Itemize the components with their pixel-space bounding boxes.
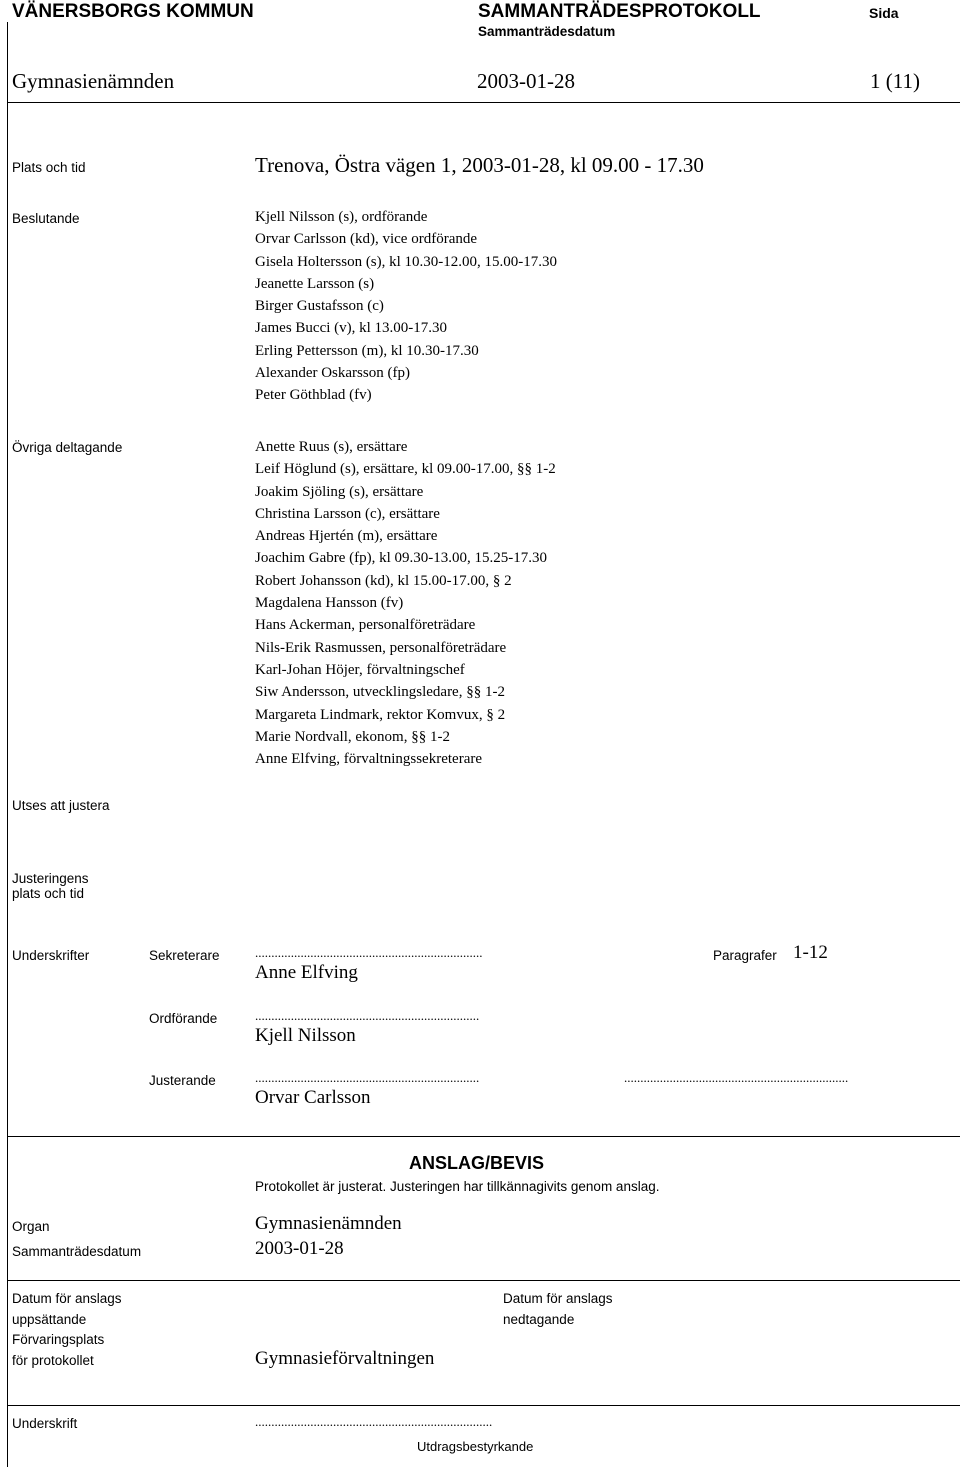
participant-item: Siw Andersson, utvecklingsledare, §§ 1-2 bbox=[255, 684, 505, 701]
member-item: Orvar Carlsson (kd), vice ordförande bbox=[255, 231, 478, 248]
forvaring-label-line2: för protokollet bbox=[12, 1353, 94, 1368]
ovriga-list bbox=[255, 436, 556, 770]
underskrift-label: Underskrift bbox=[12, 1416, 78, 1431]
datum-value: 2003-01-28 bbox=[255, 1238, 344, 1259]
justerande-label: Justerande bbox=[149, 1073, 216, 1088]
member-item: Kjell Nilsson (s), ordförande bbox=[255, 209, 428, 225]
beslutande-list bbox=[255, 206, 557, 407]
paragrafer-value: 1-12 bbox=[793, 942, 828, 963]
header-divider bbox=[7, 102, 960, 103]
member-item: Gisela Holtersson (s), kl 10.30-12.00, 15.00-17.30 bbox=[255, 253, 558, 270]
member-item: Peter Göthblad (fv) bbox=[255, 387, 372, 404]
member-item: Birger Gustafsson (c) bbox=[255, 298, 384, 315]
uppsattande-label-line1: Datum för anslags bbox=[12, 1291, 122, 1306]
nedtagande-label-line1: Datum för anslags bbox=[503, 1291, 613, 1306]
ordforande-signature-line: ..................................................................... bbox=[255, 1008, 480, 1023]
nedtagande-label-line2: nedtagande bbox=[503, 1312, 575, 1327]
participant-item: Joachim Gabre (fp), kl 09.30-13.00, 15.25-17.30 bbox=[255, 550, 548, 567]
datum-label: Sammanträdesdatum bbox=[12, 1244, 142, 1259]
participant-item: Margareta Lindmark, rektor Komvux, § 2 bbox=[255, 706, 506, 723]
organ-value: Gymnasienämnden bbox=[255, 1213, 402, 1234]
organ-label: Organ bbox=[12, 1219, 50, 1234]
participant-item: Nils-Erik Rasmussen, personalföreträdare bbox=[255, 639, 507, 656]
plats-label: Plats och tid bbox=[12, 160, 86, 175]
participant-item: Anette Ruus (s), ersättare bbox=[255, 439, 408, 455]
sekreterare-signature-line: ...................................................................... bbox=[255, 945, 483, 960]
participant-item: Magdalena Hansson (fv) bbox=[255, 595, 404, 612]
utses-label: Utses att justera bbox=[12, 798, 110, 813]
page-number: 1 (11) bbox=[870, 69, 920, 93]
ovriga-label: Övriga deltagande bbox=[12, 440, 123, 455]
justerande-signature-line-2: ..................................................................... bbox=[624, 1070, 849, 1085]
member-item: James Bucci (v), kl 13.00-17.30 bbox=[255, 320, 448, 337]
utdrag-label: Utdragsbestyrkande bbox=[417, 1439, 534, 1454]
participant-item: Andreas Hjertén (m), ersättare bbox=[255, 528, 438, 545]
justeringens-label-line2: plats och tid bbox=[12, 886, 85, 901]
page-label: Sida bbox=[869, 5, 899, 21]
plats-value: Trenova, Östra vägen 1, 2003-01-28, kl 09.00 - 17.30 bbox=[255, 153, 704, 177]
member-item: Jeanette Larsson (s) bbox=[255, 275, 375, 292]
anslag-divider bbox=[7, 1136, 960, 1137]
forvaring-value: Gymnasieförvaltningen bbox=[255, 1348, 435, 1369]
left-border bbox=[7, 22, 8, 1467]
sekreterare-name: Anne Elfving bbox=[255, 962, 358, 983]
forvaring-label-line1: Förvaringsplats bbox=[12, 1332, 105, 1347]
justerande-signature-line: ..................................................................... bbox=[255, 1070, 480, 1085]
meeting-date: 2003-01-28 bbox=[477, 69, 575, 93]
uppsattande-label-line2: uppsättande bbox=[12, 1312, 87, 1327]
paragrafer-label: Paragrafer bbox=[713, 948, 777, 963]
ordforande-label: Ordförande bbox=[149, 1011, 218, 1026]
underskrifter-label: Underskrifter bbox=[12, 948, 90, 963]
underskrift-signature-line: ......................................................................... bbox=[255, 1414, 493, 1429]
participant-item: Marie Nordvall, ekonom, §§ 1-2 bbox=[255, 728, 450, 745]
participant-item: Christina Larsson (c), ersättare bbox=[255, 505, 440, 522]
beslutande-label: Beslutande bbox=[12, 211, 80, 226]
anslag-text: Protokollet är justerat. Justeringen har tillkännagivits genom anslag. bbox=[255, 1179, 660, 1194]
datum-divider bbox=[7, 1280, 960, 1281]
participant-item: Anne Elfving, förvaltningssekreterare bbox=[255, 751, 482, 768]
member-item: Erling Pettersson (m), kl 10.30-17.30 bbox=[255, 342, 479, 359]
member-item: Alexander Oskarsson (fp) bbox=[255, 365, 410, 382]
board-name: Gymnasienämnden bbox=[12, 69, 175, 93]
participant-item: Hans Ackerman, personalföreträdare bbox=[255, 617, 476, 634]
anslag-title: ANSLAG/BEVIS bbox=[409, 1153, 545, 1173]
participant-item: Karl-Johan Höjer, förvaltningschef bbox=[255, 661, 465, 678]
participant-item: Joakim Sjöling (s), ersättare bbox=[255, 483, 424, 500]
justeringens-label-line1: Justeringens bbox=[12, 871, 89, 886]
participant-item: Leif Höglund (s), ersättare, kl 09.00-17.00, §§ 1-2 bbox=[255, 461, 556, 478]
participant-item: Robert Johansson (kd), kl 15.00-17.00, § 2 bbox=[255, 572, 512, 589]
sekreterare-label: Sekreterare bbox=[149, 948, 220, 963]
justerande-name: Orvar Carlsson bbox=[255, 1087, 371, 1108]
document-type: SAMMANTRÄDESPROTOKOLL bbox=[478, 1, 761, 22]
ordforande-name: Kjell Nilsson bbox=[255, 1025, 356, 1046]
meeting-date-label: Sammanträdesdatum bbox=[478, 24, 616, 39]
municipality-name: VÄNERSBORGS KOMMUN bbox=[12, 1, 254, 22]
forvaring-divider bbox=[7, 1405, 960, 1406]
